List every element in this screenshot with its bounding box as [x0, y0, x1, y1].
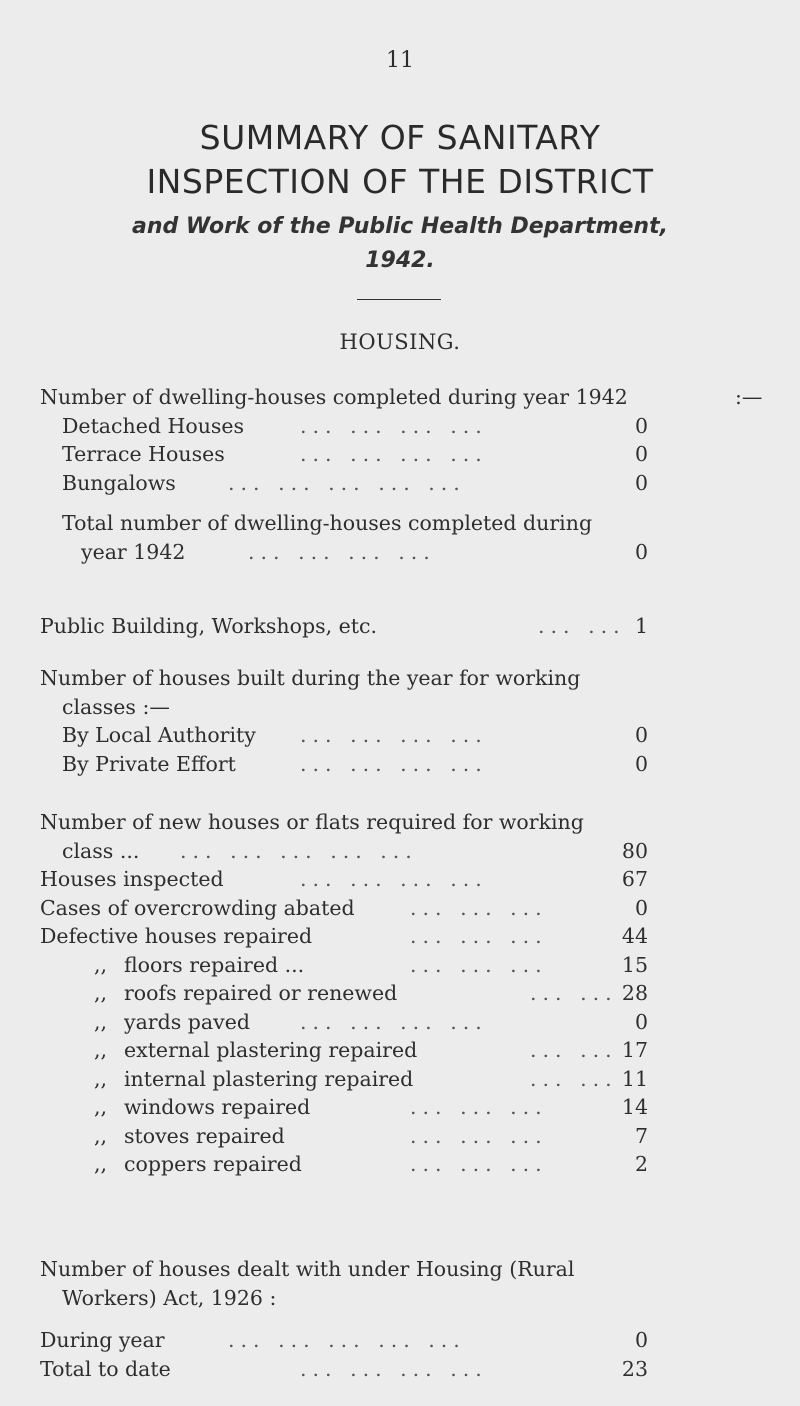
- rural-heading-line-1: [0, 1255, 800, 1284]
- item-label: Bungalows: [62, 470, 176, 495]
- total-label-line-2: year 1942: [81, 539, 186, 564]
- ditto-mark: ,,: [94, 1009, 108, 1034]
- page-title: [0, 116, 800, 204]
- ditto-mark: ,,: [94, 1152, 108, 1176]
- list-item: [0, 1326, 800, 1355]
- item-value: 2: [634, 1152, 648, 1176]
- item-value: 28: [621, 981, 648, 1005]
- item-value: 80: [621, 838, 648, 863]
- leader-dots: ... ... ... ...: [248, 539, 436, 564]
- list-item: [0, 721, 800, 750]
- item-label: windows repaired: [124, 1095, 311, 1119]
- rural-heading-tail: Workers) Act, 1926 :: [62, 1285, 277, 1310]
- item-value: 17: [621, 1038, 648, 1062]
- item-label: Detached Houses: [62, 413, 245, 438]
- item-label: During year: [40, 1328, 165, 1352]
- item-value: 1: [634, 614, 648, 638]
- list-item: [0, 440, 800, 469]
- leader-dots: ... ... ... ... ...: [228, 1328, 466, 1352]
- ditto-mark: ,,: [94, 1038, 108, 1062]
- item-value: 44: [621, 924, 648, 948]
- completed-heading-tail: :—: [735, 385, 763, 409]
- item-label: Terrace Houses: [62, 442, 225, 466]
- item-value: 0: [634, 751, 648, 776]
- item-label: floors repaired ...: [124, 952, 305, 977]
- item-value: 0: [634, 723, 648, 747]
- public-building-section: [0, 612, 800, 641]
- item-value: 0: [634, 1328, 648, 1352]
- leader-dots: ... ... ... ...: [300, 867, 488, 891]
- item-value: 0: [634, 442, 648, 466]
- item-label: external plastering repaired: [124, 1038, 418, 1062]
- item-value: 7: [634, 1123, 648, 1148]
- total-label-line-1: Total number of dwelling-houses completed during: [62, 511, 593, 535]
- item-label: Defective houses repaired: [40, 924, 313, 948]
- leader-dots: ... ... ...: [410, 924, 548, 948]
- title-divider: [357, 299, 441, 300]
- rural-workers-section: [0, 1255, 800, 1383]
- item-label: coppers repaired: [124, 1152, 302, 1176]
- item-value: 0: [634, 413, 648, 438]
- leader-dots: ... ... ...: [410, 1152, 548, 1176]
- item-label: Public Building, Workshops, etc.: [40, 614, 377, 638]
- list-item: [0, 1036, 800, 1065]
- leader-dots: ... ... ... ...: [300, 723, 488, 747]
- item-label: By Private Effort: [62, 751, 236, 776]
- list-item: [0, 1065, 800, 1094]
- item-label: By Local Authority: [62, 723, 256, 747]
- leader-dots: ... ...: [538, 614, 626, 638]
- page-number: 11: [386, 48, 414, 73]
- completed-houses-section: [0, 383, 800, 566]
- list-item: [0, 1093, 800, 1122]
- leader-dots: ... ...: [530, 1066, 618, 1091]
- item-value: 0: [634, 895, 648, 920]
- list-item: [0, 750, 800, 779]
- list-item: [0, 837, 800, 866]
- total-row-line-1: [0, 509, 800, 538]
- leader-dots: ... ... ... ...: [300, 751, 488, 776]
- ditto-mark: ,,: [94, 1095, 108, 1119]
- list-item: [0, 1122, 800, 1151]
- item-label: internal plastering repaired: [124, 1066, 414, 1091]
- leader-dots: ... ... ...: [410, 1095, 548, 1119]
- item-label: Houses inspected: [40, 867, 224, 891]
- list-item: [0, 412, 800, 441]
- rural-heading-line-2: [0, 1284, 800, 1313]
- leader-dots: ... ... ... ...: [300, 1009, 488, 1034]
- list-item: [0, 1150, 800, 1179]
- item-label: Cases of overcrowding abated: [40, 895, 355, 920]
- item-value: 67: [621, 867, 648, 891]
- ditto-mark: ,,: [94, 1123, 108, 1148]
- list-item: [0, 979, 800, 1008]
- leader-dots: ... ...: [530, 1038, 618, 1062]
- working-classes-section: [0, 664, 800, 778]
- list-item: [0, 1355, 800, 1384]
- rural-heading: Number of houses dealt with under Housing (Rural: [40, 1257, 575, 1281]
- total-row: [0, 538, 800, 567]
- title-line-2: INSPECTION OF THE DISTRICT: [146, 162, 654, 201]
- leader-dots: ... ... ... ...: [300, 413, 488, 438]
- item-label: stoves repaired: [124, 1123, 285, 1148]
- leader-dots: ... ...: [530, 981, 618, 1005]
- leader-dots: ... ... ... ...: [300, 442, 488, 466]
- leader-dots: ... ... ... ... ...: [180, 838, 418, 863]
- list-item: [0, 865, 800, 894]
- ditto-mark: ,,: [94, 1066, 108, 1091]
- list-item: [0, 612, 800, 641]
- leader-dots: ... ... ... ...: [300, 1356, 488, 1381]
- list-item: [0, 922, 800, 951]
- item-value: 11: [621, 1066, 648, 1091]
- working-heading-line-2: [0, 693, 800, 722]
- page-subtitle: [0, 210, 800, 278]
- item-value: 14: [621, 1095, 648, 1119]
- new-houses-heading: Number of new houses or flats required for working: [40, 810, 584, 834]
- total-value: 0: [634, 539, 648, 564]
- item-value: 0: [634, 1009, 648, 1034]
- item-value: 15: [621, 952, 648, 977]
- section-heading: HOUSING.: [339, 330, 461, 354]
- working-heading-tail: classes :—: [62, 694, 170, 719]
- ditto-mark: ,,: [94, 981, 108, 1005]
- working-heading: Number of houses built during the year for working: [40, 666, 581, 690]
- item-value: 23: [621, 1356, 648, 1381]
- completed-heading-row: [0, 383, 800, 412]
- subtitle-line-2: 1942.: [365, 248, 435, 273]
- item-label: yards paved: [124, 1009, 250, 1034]
- new-houses-line-1: [0, 808, 800, 837]
- list-item: [0, 1008, 800, 1037]
- leader-dots: ... ... ...: [410, 1123, 548, 1148]
- leader-dots: ... ... ...: [410, 895, 548, 920]
- title-line-1: SUMMARY OF SANITARY: [199, 118, 601, 157]
- completed-heading: Number of dwelling-houses completed during year 1942: [40, 385, 628, 409]
- working-heading-line-1: [0, 664, 800, 693]
- list-item: [0, 894, 800, 923]
- subtitle-line-1: and Work of the Public Health Department,: [132, 214, 668, 239]
- leader-dots: ... ... ...: [410, 952, 548, 977]
- item-label: Total to date: [40, 1356, 171, 1381]
- leader-dots: ... ... ... ... ...: [228, 470, 466, 495]
- inspection-section: [0, 808, 800, 1179]
- ditto-mark: ,,: [94, 952, 108, 977]
- item-label: class ...: [62, 838, 140, 863]
- item-value: 0: [634, 470, 648, 495]
- item-label: roofs repaired or renewed: [124, 981, 398, 1005]
- list-item: [0, 951, 800, 980]
- list-item: [0, 469, 800, 498]
